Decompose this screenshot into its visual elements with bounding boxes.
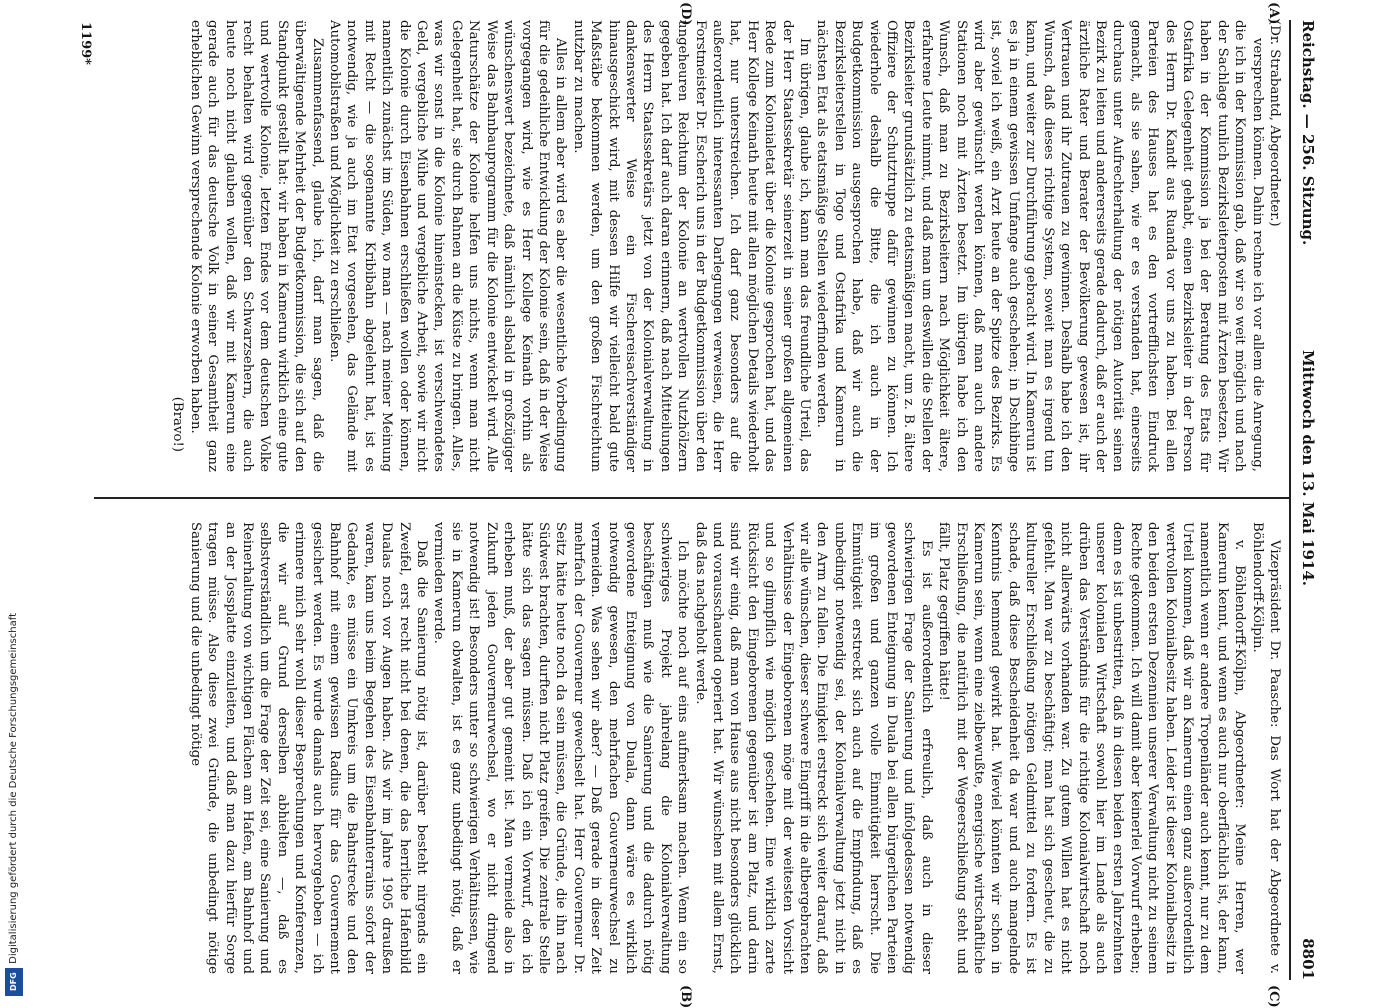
paragraph-speaker-intro: Vizepräsident Dr. Paasche: Das Wort hat der Abgeordnete v. Böhlendorff-Kölpin. xyxy=(1249,522,1282,974)
paragraph: versprechen können. Dahin rechne ich vor allem die Anregung, die ich in der Kommission gab, daß wir so weit möglich und nach der Sachlage tunlich Bezirksleiterposten mit Ärzten besetzen. Wir haben in der Kommission ja bei der Beratung des Etats für Ostafrika Gelegenheit gehabt, einen Bezirksleiter in der Person des Herrn Dr. Kandt aus Ruanda vor uns zu haben. Bei allen Parteien des Hauses hat es den vortrefflichsten Eindruck gemacht, als sie sahen, wie er es verstanden hat, einerseits durchaus unter Aufrechterhaltung der nötigen Autorität seinen Bezirk zu leiten und andererseits gerade dadurch, daß er auch der ärztliche Rater und Berater der Bevölkerung gewesen ist, ihr Vertrauen und ihr Zutrauen zu gewinnen. Deshalb habe ich den Wunsch, daß dieses richtige System, soweit man es irgend tun kann, und weiter zur Durchführung gebracht wird. In Kamerun ist es ja in einem gewissen Umfange auch geschehen; in Dschibinge ist, soviel ich weiß, ein Arzt heute an der Spitze des Bezirks. Es wird aber gewünscht werden können, daß man auch andere Stationen noch mit Ärzten besetzt. Im übrigen habe ich den Wunsch, daß man zu Bezirksleitern nach Möglichkeit ältere, erfahrene Leute nimmt, und daß man um deswillen die Stellen der Bezirksleiter grundsätzlich zu etatsmäßigen macht, um z. B. ältere Offiziere der Schutztruppe dafür gewinnen zu können. Ich wiederhole deshalb die Bitte, die ich auch in der Budgetkommission ausgesprochen habe, daß wir auch die Bezirksleiterstellen in Togo und Ostafrika und Kamerun in nächsten Etat als etatsmäßige Stellen wiederfinden werden. xyxy=(814,20,1265,472)
dfg-logo: DFG xyxy=(5,968,23,996)
sheet-signature: 1199* xyxy=(78,22,93,65)
paragraph: Zusammenfassend, glaube ich, darf man sagen, daß die überwältigende Mehrheit der Budgetkommission, die sich auf den Standpunkt gestellt hat: wir haben in Kamerun wirklich eine gute und wertvolle Kolonie, letzten Endes vor dem deutschen Volke recht behalten wird gegenüber den Schwarzsehern, die auch heute noch nicht glauben wollen, daß wir mit Kamerun eine gerade auch für das deutsche Volk in seiner Gesamtheit ganz erheblichen Gewinn versprechende Kolonie erworben haben. xyxy=(187,20,325,472)
paragraph: Im übrigen, glaube ich, kann man das freundliche Urteil, das der Herr Staatssekretär seinerzeit in seiner großen allgemeinen Rede zum Kolonialetat über die Kolonie gesprochen hat, und das Herr Kollege Keinath heute mit allen möglichen Details wiederholt hat, nur unterstreichen. Ich darf ganz besonders auf die außerordentlich interessanten Darlegungen verweisen, die Herr Forstmeister Dr. Escherich uns in der Budgetkommission über den ungeheuren Reichtum der Kolonie an wertvollen Nutzhölzern gegeben hat. Ich darf auch daran erinnern, daß nach Mitteilungen des Herrn Staatssekretärs jetzt von der Kolonialverwaltung in dankenswerter Weise ein Fischereisachverständiger hinausgeschickt wird, mit dessen Hilfe wir vielleicht bald gute Maßstäbe bekommen werden, um den großen Fischreichtum nutzbar zu machen. xyxy=(570,20,813,472)
page-header xyxy=(1295,20,1317,980)
applause-note: (Bravo!) xyxy=(170,396,186,452)
credit-text: Digitalisierung gefördert durch die Deutsche Forschungsgemeinschaft xyxy=(8,613,19,964)
paragraph: v. Böhlendorff-Kölpin, Abgeordneter: Meine Herren, wer Kamerun kennt, und wenn es auch nur oberflächlich ist, der kann, namentlich wenn er andere Tropenländer auch kennt, nur zu dem Urteil kommen, daß wir an Kamerun einen ganz außerordentlich wertvollen Kolonialbesitz haben. Leider ist dieser Kolonialbesitz in den beiden ersten Dezennien unserer Verwaltung nicht zu seinem Rechte gekommen. Ich will damit aber keinerlei Vorwurf erheben; denn es ist unbestritten, daß in diesen beiden ersten Jahrzehnten unserer kolonialen Wirtschaft sowohl hier im Lande als auch drüben das Verständnis für die richtige Kolonialwirtschaft noch nicht allerwärts vorhanden war. Zu gutem Willen hat es nicht gefehlt. Man war zu beschäftigt; man hat sich gescheut, die zu kultureller Erschließung nötigen Geldmittel zu fordern. Es ist schade, daß diese Bescheidenheit da war und auch mangelnde Kenntnis hemmend gewirkt hat. Wieviel könnten wir schon in Kamerun sein, wenn eine zielbewußte, energische wirtschaftliche Erschließung, die natürlich mit der Wegeerschließung steht und fällt, Platz gegriffen hätte! xyxy=(936,522,1248,974)
header-date: Mittwoch den 13. Mai 1914. xyxy=(1299,350,1317,587)
column-right xyxy=(83,20,1283,472)
speaker-note: (Dr. Strabantd, Abgeordneter.) xyxy=(1267,20,1282,227)
paragraph: Alles in allem aber wird es aber die wesentliche Vorbedingung für die gedeihliche Entwicklung der Kolonie sein, daß in der Weise vorgegangen wird, wie es Herr Kollege Keinath vorhin als wünschenswert bezeichnete, daß nämlich alsbald in großzügiger Weise das Bahnbauprogramm für die Kolonie entwickelt wird. Alle Naturschätze der Kolonie helfen uns nichts, wenn man nicht Gelegenheit hat, sie durch Bahnen an die Küste zu bringen. Alles, was wir sonst in die Kolonie hineinstecken, ist verschwendetes Geld, vergebliche Mühe und vergebliche Arbeit, sowie wir nicht die Kolonie durch Eisenbahnen erschließen wollen oder können, namentlich zunächst im Süden, wo man — nach meiner Meinung mit Recht — die sogenannte Kribibahn abgelehnt hat, ist es notwendig, wie ja auch im Etat vorgesehen, das Gelände mit Automobilstraßen und Möglichkeit zu erschließen. xyxy=(327,20,569,472)
column-divider xyxy=(94,497,1289,499)
paragraph: Ich möchte noch auf eins aufmerksam machen. Wenn ein so schwieriges Projekt jahrelang die Kolonialverwaltung beschäftigen muß wie die Sanierung und die dadurch nötig gewordene Enteignung von Duala, dann wäre es wirklich notwendig gewesen, den mehrfachen Gouverneurwechsel zu vermeiden. Was sehen wir aber? — Daß gerade in dieser Zeit mehrfach der Gouverneur gewechselt hat. Herr Gouverneur Dr. Seitz hätte heute noch da sein müssen, die Gründe, die ihn nach Südwest brachten, durften nicht Platz greifen. Die zentrale Stelle hätte sich das sagen müssen. Daß ich ein Vorwurf, den ich erheben muß, der aber gut gemeint ist. Man vermeide also in Zukunft jeden Gouverneurwechsel, wo er nicht dringend notwendig ist! Besonders unter so schwierigen Verhältnissen, wie sie in Kamerun obwalten, ist es ganz unbedingt nötig, daß er vermieden werde. xyxy=(431,522,691,974)
header-page-number: 8801 xyxy=(1299,938,1317,980)
margin-marker-c: (C) xyxy=(1266,985,1281,1008)
header-session: Reichstag. — 256. Sitzung. xyxy=(1299,20,1317,246)
margin-marker-d: (D) xyxy=(678,2,693,26)
header-rule xyxy=(1289,20,1291,980)
column-left xyxy=(83,522,1283,974)
margin-marker-b: (B) xyxy=(678,985,693,1008)
paragraph: Daß die Sanierung nötig ist, darüber besteht nirgends ein Zweifel, erst recht nicht bei denen, die das herrliche Hafenbild Dualas noch vor Augen haben. Als wir im Jahre 1905 draußen waren, kam uns beim Begehen des Eisenbahnterrains sofort der Gedanke, es müsse ein Umkreis um die Bahnstrecke und den Bahnhof mit einem gewissen Radius für das Gouvernement gesichert werden. Es wurde damals auch hervorgehoben — ich erinnere mich sehr wohl dieser Besprechungen und Konferenzen, die wir auf Grund derselben abhielten —, daß es selbstverständlich um die Frage der Zeit sei, eine Sanierung und Reinerhaltung von wichtigen Flächen am Hafen, am Bahnhof und an der Jossplatte einzuleiten, und daß man dazu hierfür Sorge tragen müsse. Also diese zwei Gründe, die unbedingt nötige Sanierung und die unbedingt nötige xyxy=(187,522,430,974)
margin-marker-a: (A) xyxy=(1266,2,1281,25)
paragraph: Es ist außerordentlich erfreulich, daß auch in dieser schwierigen Frage der Sanierung und infolgedessen notwendig gewordenen Enteignung in Duala bei allen bürgerlichen Parteien im großen und ganzen volle Einmütigkeit herrscht. Die Einmütigkeit erstreckt sich auch auf die Empfindung, daß es unbedingt notwendig sei, der Kolonialverwaltung jetzt nicht in den Arm zu fallen. Die Einigkeit erstreckt sich weiter darauf, daß wir alle wünschen, dieser schwere Eingriff in die altbergebrachten Verhältnisse der Eingeborenen möge mit der weitesten Vorsicht und so glimpflich wie möglich geschehen. Eine wirklich zarte Rücksicht den Eingeborenen gegenüber ist am Platz, und darin sind wir einig, daß man von Hause aus nicht besonders glücklich und vorausschauend operiert hat. Wir wünschen mit allem Ernst, daß das nachgeholt werde. xyxy=(692,522,934,974)
